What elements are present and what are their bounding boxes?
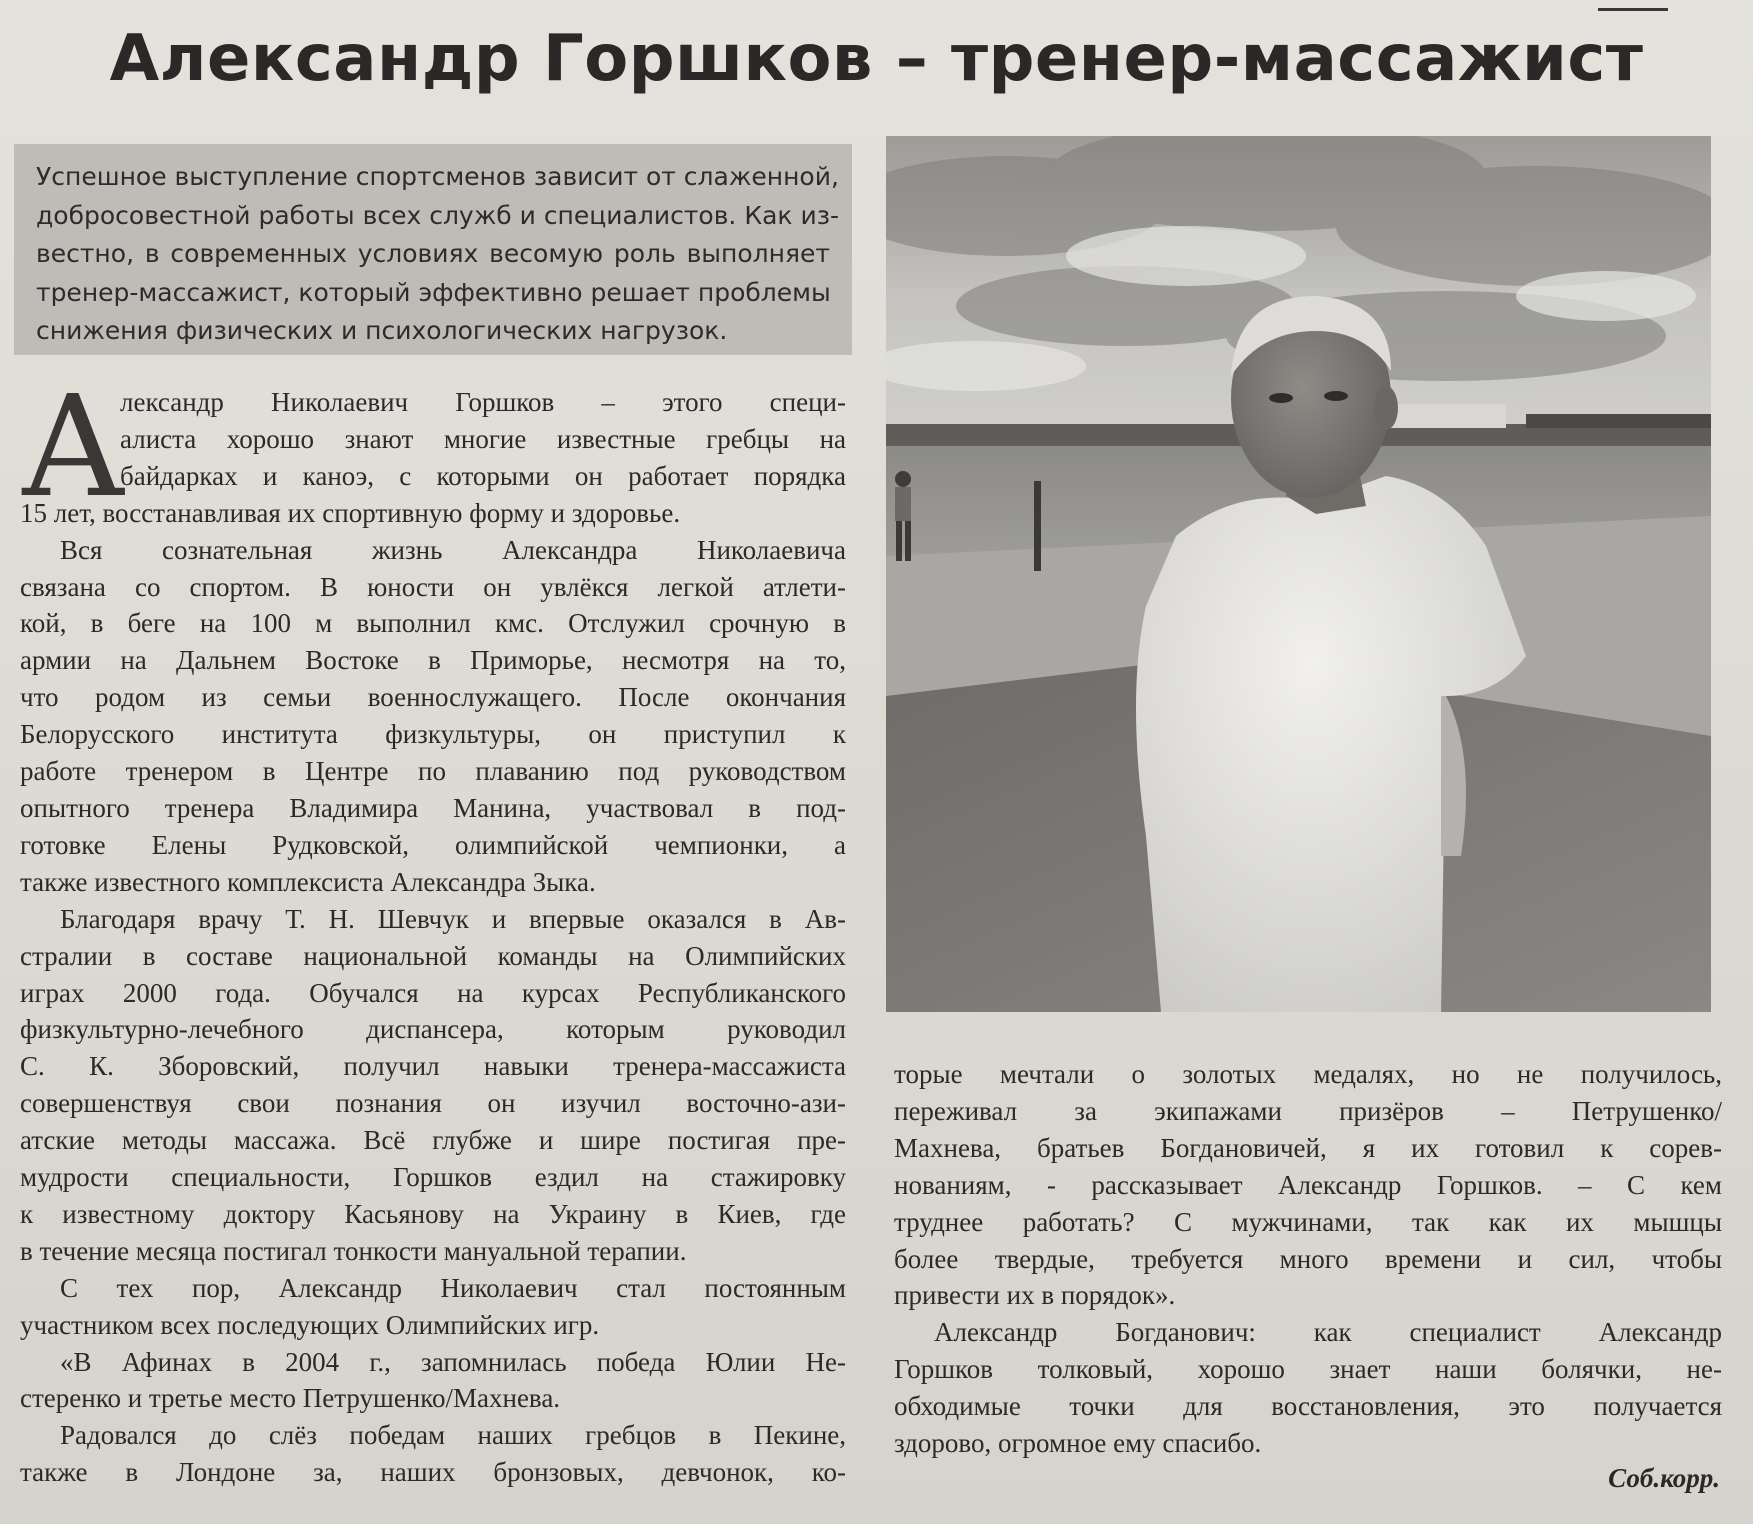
text-line: нованиям, - рассказывает Александр Горшков. – С кем	[894, 1169, 1722, 1200]
text-line: Александр Богданович: как специалист Александр	[934, 1317, 1722, 1348]
article-lead	[14, 144, 852, 355]
text-line: труднее работать? С мужчинами, так как их мышцы	[894, 1206, 1722, 1237]
text-line: Махнева, братьев Богдановичей, я их готовил к сорев-	[894, 1132, 1722, 1163]
text-line: торые мечтали о золотых медалях, но не получилось,	[894, 1059, 1722, 1089]
text-line: армии на Дальнем Востоке в Приморье, несмотря на то,	[20, 645, 846, 676]
text-line: стеренко и третье место Петрушенко/Махнева.	[20, 1383, 561, 1414]
text-line: опытного тренера Владимира Манина, участвовал в под-	[20, 792, 846, 823]
text-line: связана со спортом. В юности он увлёкся легкой атлети-	[20, 571, 846, 602]
flag-pole	[1034, 481, 1041, 571]
lead-line: вестно, в современных условиях весомую роль выполняет	[36, 239, 830, 268]
article-column-right	[894, 1056, 1722, 1462]
lead-line: тренер-массажист, который эффективно решает проблемы	[36, 277, 831, 307]
text-line: играх 2000 года. Обучался на курсах Республиканского	[20, 977, 846, 1008]
text-line: также известного комплексиста Александра Зыка.	[20, 866, 596, 897]
text-line: также в Лондоне за, наших бронзовых, девчонок, ко-	[20, 1457, 846, 1488]
lead-line: снижения физических и психологических нагрузок.	[36, 316, 728, 345]
text-line: что родом из семьи военнослужащего. После окончания	[20, 682, 846, 713]
photo-image	[886, 136, 1711, 1012]
corner-rule	[1598, 0, 1668, 11]
text-line: лександр Николаевич Горшков – этого специ-	[120, 387, 846, 417]
text-line: Горшков толковый, хорошо знает наши болячки, не-	[894, 1354, 1722, 1385]
text-line: алиста хорошо знают многие известные гребцы на	[120, 423, 846, 454]
text-line: работе тренером в Центре по плаванию под руководством	[20, 756, 846, 787]
text-line: переживал за экипажами призёров – Петрушенко/	[894, 1095, 1722, 1126]
text-line: Белорусского института физкультуры, он приступил к	[20, 719, 846, 750]
text-line: привести их в порядок».	[894, 1280, 1176, 1311]
portrait-photo	[886, 136, 1711, 1012]
lead-line: Успешное выступление спортсменов зависит от слаженной,	[36, 162, 839, 191]
text-line: «В Афинах в 2004 г., запомнилась победа Юлии Не-	[60, 1346, 846, 1377]
text-line: участником всех последующих Олимпийских игр.	[20, 1309, 600, 1340]
text-line: обходимые точки для восстановления, это получается	[894, 1391, 1722, 1422]
drop-cap: А	[20, 366, 127, 529]
text-line: в течение месяца постигал тонкости мануальной терапии.	[20, 1235, 687, 1266]
text-line: совершенствуя свои познания он изучил восточно-ази-	[20, 1088, 846, 1119]
text-line: физкультурно-лечебного диспансера, которым руководил	[20, 1014, 846, 1045]
text-line: кой, в беге на 100 м выполнил кмс. Отслужил срочную в	[20, 608, 846, 639]
text-line: к известному доктору Касьянову на Украину в Киев, где	[20, 1198, 846, 1229]
text-line: Благодаря врачу Т. Н. Шевчук и впервые оказался в Ав-	[60, 903, 846, 934]
text-line: С. К. Зборовский, получил навыки тренера-массажиста	[20, 1051, 846, 1082]
author-signature: Соб.корр.	[1608, 1463, 1720, 1493]
text-line: байдарках и каноэ, с которыми он работает порядка	[120, 460, 846, 491]
text-line: мудрости специальности, Горшков ездил на стажировку	[20, 1162, 846, 1193]
lead-line: добросовестной работы всех служб и специалистов. Как из-	[36, 200, 840, 230]
text-line: атские методы массажа. Всё глубже и шире постигая пре-	[20, 1125, 846, 1156]
text-line: здорово, огромное ему спасибо.	[894, 1428, 1262, 1459]
text-line: стралии в составе национальной команды на Олимпийских	[20, 940, 846, 971]
text-line: Вся сознательная жизнь Александра Николаевича	[60, 534, 846, 565]
text-line: 15 лет, восстанавливая их спортивную форму и здоровье.	[20, 497, 681, 528]
article-column-left	[20, 384, 846, 1491]
text-line: более твердые, требуется много времени и сил, чтобы	[894, 1243, 1722, 1274]
article-title: Александр Горшков – тренер-массажист	[109, 22, 1644, 96]
text-line: С тех пор, Александр Николаевич стал постоянным	[60, 1272, 846, 1303]
text-line: готовке Елены Рудковской, олимпийской чемпионки, а	[20, 829, 846, 860]
text-line: Радовался до слёз победам наших гребцов в Пекине,	[60, 1420, 846, 1451]
